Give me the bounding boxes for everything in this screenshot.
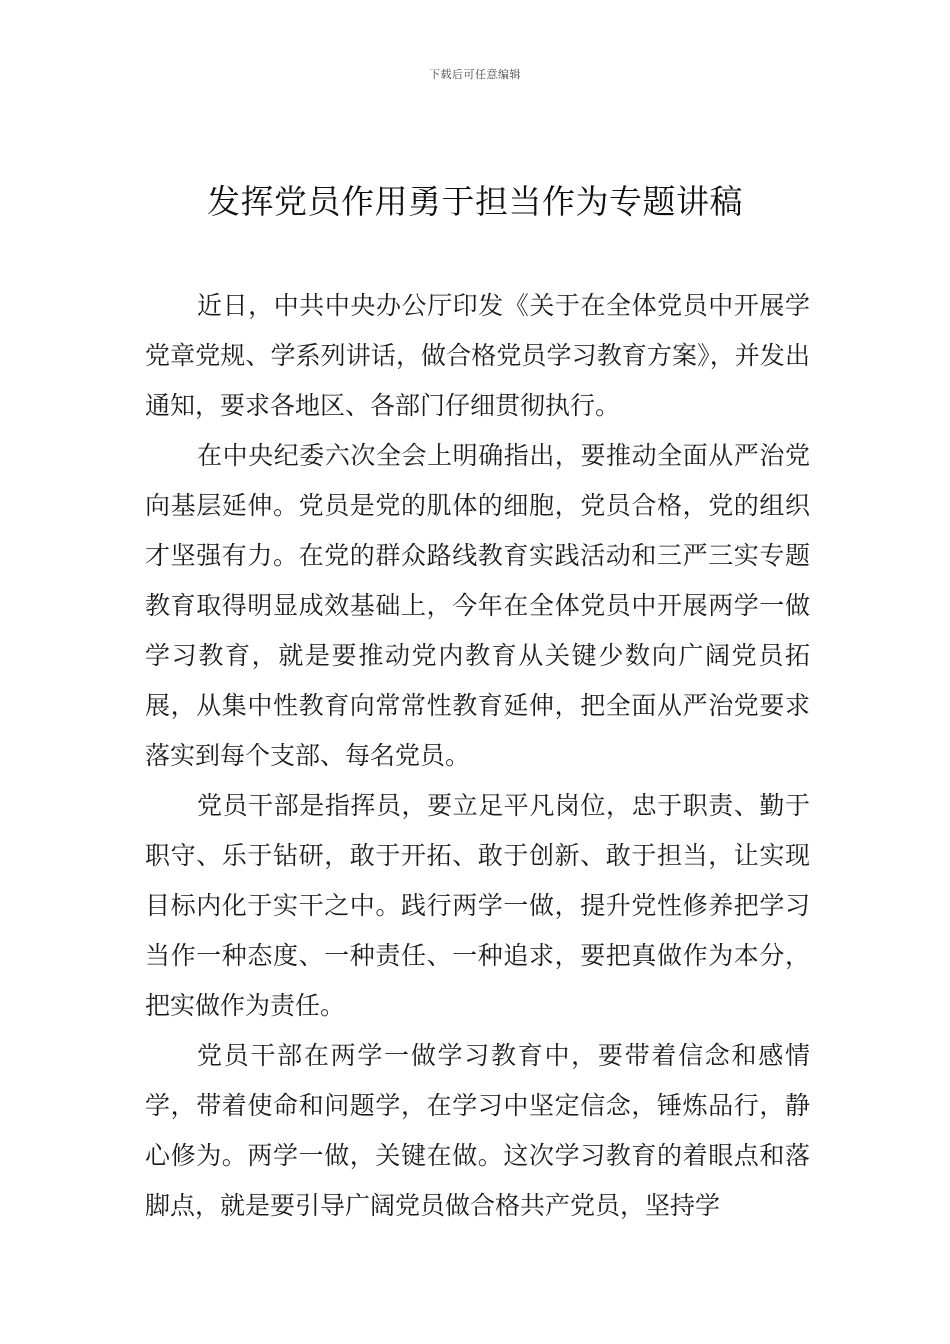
paragraph-1: 近日，中共中央办公厅印发《关于在全体党员中开展学党章党规、学系列讲话，做合格党员学习教育方案》，并发出通知，要求各地区、各部门仔细贯彻执行。	[145, 291, 810, 420]
header-note: 下载后可任意编辑	[429, 68, 521, 81]
paragraph-4: 党员干部在两学一做学习教育中，要带着信念和感情学，带着使命和问题学，在学习中坚定信念，锤炼品行，静心修为。两学一做，关键在做。这次学习教育的着眼点和落脚点，就是要引导广阔党员做合格共产党员，坚持学	[145, 1041, 810, 1220]
document-body	[145, 281, 810, 1231]
paragraph-3: 党员干部是指挥员，要立足平凡岗位，忠于职责、勤于职守、乐于钻研，敢于开拓、敢于创新、敢于担当，让实现目标内化于实干之中。践行两学一做，提升党性修养把学习当作一种态度、一种责任、一种追求，要把真做作为本分，把实做作为责任。	[145, 791, 810, 1020]
document-title: 发挥党员作用勇于担当作为专题讲稿	[207, 182, 743, 221]
paragraph-2: 在中央纪委六次全会上明确指出，要推动全面从严治党向基层延伸。党员是党的肌体的细胞，党员合格，党的组织才坚强有力。在党的群众路线教育实践活动和三严三实专题教育取得明显成效基础上，今年在全体党员中开展两学一做学习教育，就是要推动党内教育从关键少数向广阔党员拓展，从集中性教育向常常性教育延伸，把全面从严治党要求落实到每个支部、每名党员。	[145, 441, 810, 770]
